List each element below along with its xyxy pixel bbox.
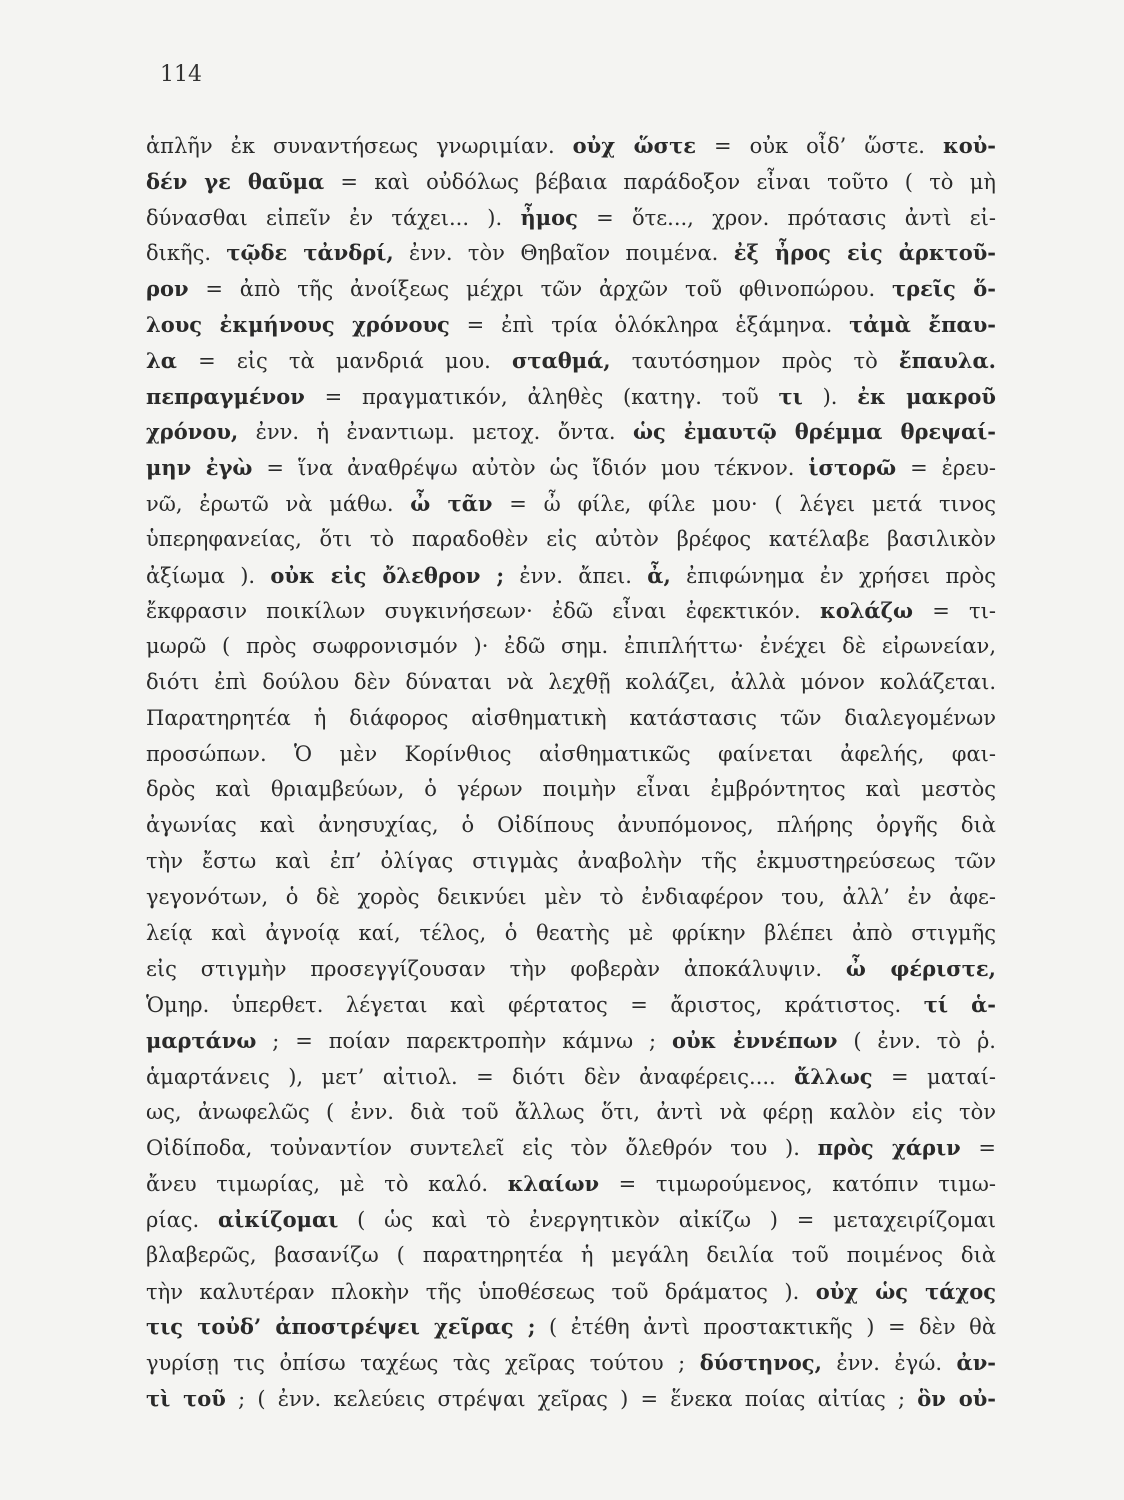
lemma-term: λα	[146, 347, 177, 373]
lemma-term: χρόνου,	[146, 419, 239, 445]
lemma-term: τι	[778, 383, 803, 409]
text-line	[146, 629, 996, 665]
text-line	[146, 307, 996, 343]
text-line	[146, 808, 996, 844]
commentary-text	[146, 128, 996, 1417]
text-line	[146, 1309, 996, 1345]
gloss-text: ; ( ἐνν. κελεύεις στρέψαι χεῖρας ) = ἕνεκα ποίας αἰτίας ;	[225, 1386, 918, 1411]
text-line	[146, 379, 996, 415]
text-line	[146, 916, 996, 952]
lemma-term: ρον	[146, 276, 189, 302]
text-line	[146, 1130, 996, 1166]
gloss-text: ἁπλῆν ἐκ συναντήσεως γνωριμίαν.	[146, 134, 573, 158]
lemma-term: οὐχ ὥστε	[572, 133, 697, 158]
page-number: 114	[160, 62, 202, 87]
lemma-term: ὦ τᾶν	[410, 490, 493, 516]
text-line	[146, 1166, 996, 1202]
text-line	[146, 1345, 996, 1381]
gloss-text: λείᾳ καὶ ἀγνοίᾳ καί, τέλος, ὁ θεατὴς μὲ φρίκην βλέπει ἀπὸ στιγμῆς	[146, 920, 996, 945]
lemma-term: τρεῖς ὅ-	[892, 276, 996, 302]
lemma-term: μαρτάνω	[146, 1027, 257, 1053]
gloss-text: ἀγωνίας καὶ ἀνησυχίας, ὁ Οἰδίπους ἀνυπόμονος, πλήρης ὀργῆς διὰ	[146, 813, 996, 838]
gloss-text: = τιμωρούμενος, κατόπιν τιμω-	[599, 1172, 996, 1197]
text-line	[146, 1023, 996, 1059]
text-line	[146, 593, 996, 629]
lemma-term: ἔπαυλα.	[898, 347, 996, 373]
lemma-term: ὃν οὐ-	[917, 1385, 996, 1411]
gloss-text: ; = ποίαν παρεκτροπὴν κάμνω ;	[256, 1028, 672, 1053]
lemma-term: κλαίων	[507, 1171, 600, 1197]
text-line	[146, 737, 996, 773]
gloss-text: διότι ἐπὶ δούλου δὲν δύναται νὰ λεχθῇ κολάζει, ἀλλὰ μόνον κολάζεται.	[146, 669, 996, 694]
text-line	[146, 1095, 996, 1131]
gloss-text: Παρατηρητέα ἡ διάφορος αἰσθηματικὴ κατάστασις τῶν διαλεγομένων	[146, 705, 996, 730]
lemma-term: ἐκ μακροῦ	[857, 383, 996, 409]
gloss-text: ταυτόσημον πρὸς τὸ	[610, 348, 899, 373]
gloss-text: ως, ἀνωφελῶς ( ἐνν. διὰ τοῦ ἄλλως ὅτι, ἀντὶ νὰ φέρῃ καλὸν εἰς τὸν	[146, 1099, 996, 1124]
lemma-term: τἀμὰ ἔπαυ-	[849, 311, 996, 337]
gloss-text: =	[960, 1136, 996, 1161]
text-line	[146, 271, 996, 307]
gloss-text: = καὶ οὐδόλως βέβαια παράδοξον εἶναι τοῦτο ( τὸ μὴ	[324, 169, 996, 194]
lemma-term: οὐχ ὡς τάχος	[815, 1278, 996, 1304]
gloss-text: ἄνευ τιμωρίας, μὲ τὸ καλό.	[146, 1172, 508, 1197]
lemma-term: πεπραγμένον	[146, 383, 305, 409]
lemma-term: κοὐ-	[942, 133, 996, 158]
gloss-text: = ἵνα ἀναθρέψω αὐτὸν ὡς ἴδιόν μου τέκνον.	[252, 456, 809, 481]
gloss-text: ἐνν. τὸν Θηβαῖον ποιμένα.	[393, 241, 734, 266]
gloss-text: = ὦ φίλε, φίλε μου· ( λέγει μετά τινος	[492, 491, 996, 516]
gloss-text: = ἐρευ-	[896, 456, 996, 481]
lemma-term: δύστηνος,	[699, 1350, 822, 1376]
gloss-text: δύνασθαι εἰπεῖν ἐν τάχει... ).	[146, 205, 521, 230]
gloss-text: ( ἐνν. τὸ ῥ.	[837, 1028, 996, 1053]
lemma-term: ὡς ἐμαυτῷ θρέμμα θρεψαί-	[632, 419, 996, 445]
text-line	[146, 701, 996, 737]
gloss-text: = ματαί-	[872, 1064, 996, 1089]
text-line	[146, 1238, 996, 1274]
lemma-term: ἀν-	[956, 1350, 996, 1376]
text-line	[146, 558, 996, 594]
gloss-text: ἐνν. ἄπει.	[504, 563, 648, 588]
text-line	[146, 1274, 996, 1310]
gloss-text: τὴν καλυτέραν πλοκὴν τῆς ὑποθέσεως τοῦ δράματος ).	[146, 1279, 816, 1304]
lemma-term: μην ἐγὼ	[146, 455, 253, 481]
gloss-text: ἀξίωμα ).	[146, 563, 271, 588]
lemma-term: ὦ φέριστε,	[845, 956, 996, 982]
gloss-text: νῶ, ἐρωτῶ νὰ μάθω.	[146, 491, 411, 516]
text-line	[146, 200, 996, 236]
lemma-term: λους ἐκμήνους χρόνους	[146, 311, 450, 337]
lemma-term: οὐκ εἰς ὄλεθρον ;	[270, 562, 505, 588]
gloss-text: = ἀπὸ τῆς ἀνοίξεως μέχρι τῶν ἀρχῶν τοῦ φθινοπώρου.	[188, 277, 892, 302]
lemma-term: ἄλλως	[794, 1063, 873, 1089]
gloss-text: Οἰδίποδα, τοὐναντίον συντελεῖ εἰς τὸν ὄλεθρόν του ).	[146, 1136, 818, 1161]
gloss-text: = οὐκ οἶδ’ ὥστε.	[696, 134, 943, 158]
lemma-term: τὶ τοῦ	[146, 1385, 226, 1411]
text-line	[146, 987, 996, 1023]
lemma-term: τῷδε τἀνδρί,	[226, 240, 394, 266]
gloss-text: ἐνν. ἐγώ.	[821, 1351, 957, 1376]
gloss-text: τὴν ἔστω καὶ ἐπ’ ὀλίγας στιγμὰς ἀναβολὴν τῆς ἐκμυστηρεύσεως τῶν	[146, 848, 996, 873]
lemma-term: ἱστορῶ	[808, 455, 897, 481]
lemma-term: δέν γε θαῦμα	[146, 168, 325, 194]
text-line	[146, 486, 996, 522]
text-line	[146, 665, 996, 701]
lemma-term: ἆ,	[647, 562, 671, 588]
lemma-term: πρὸς χάριν	[817, 1135, 961, 1161]
gloss-text: δικῆς.	[146, 241, 227, 266]
text-line	[146, 951, 996, 987]
gloss-text: εἰς στιγμὴν προσεγγίζουσαν τὴν φοβερὰν ἀποκάλυψιν.	[146, 957, 846, 982]
gloss-text: γυρίσῃ τις ὀπίσω ταχέως τὰς χεῖρας τούτου ;	[146, 1351, 700, 1376]
lemma-term: σταθμά,	[511, 347, 611, 373]
gloss-text: ἁμαρτάνεις ), μετ’ αἰτιολ. = διότι δὲν ἀναφέρεις....	[146, 1064, 795, 1089]
gloss-text: Ὁμηρ. ὑπερθετ. λέγεται καὶ φέρτατος = ἄριστος, κράτιστος.	[146, 993, 924, 1018]
gloss-text: γεγονότων, ὁ δὲ χορὸς δεικνύει μὲν τὸ ἐνδιαφέρον του, ἀλλ’ ἐν ἀφε-	[146, 884, 996, 909]
gloss-text: ἐνν. ἡ ἐναντιωμ. μετοχ. ὄντα.	[238, 420, 633, 445]
lemma-term: ἦμος	[520, 204, 578, 230]
text-line	[146, 164, 996, 200]
gloss-text: ἐπιφώνημα ἐν χρήσει πρὸς	[670, 563, 996, 588]
lemma-term: ἐξ ἦρος εἰς ἀρκτοῦ-	[733, 240, 996, 266]
lemma-term: κολάζω	[819, 598, 914, 624]
text-line	[146, 235, 996, 271]
gloss-text: βλαβερῶς, βασανίζω ( παρατηρητέα ἡ μεγάλη δειλία τοῦ ποιμένος διὰ	[146, 1242, 996, 1267]
text-line	[146, 522, 996, 558]
gloss-text: = τι-	[913, 599, 996, 624]
text-line	[146, 844, 996, 880]
gloss-text: ἔκφρασιν ποικίλων συγκινήσεων· ἐδῶ εἶναι ἐφεκτικόν.	[146, 599, 820, 624]
gloss-text: ).	[802, 384, 858, 409]
lemma-term: τις τοὐδ’ ἀποστρέψει χεῖρας ;	[146, 1314, 536, 1340]
text-line	[146, 343, 996, 379]
text-line	[146, 128, 996, 164]
gloss-text: μωρῶ ( πρὸς σωφρονισμόν )· ἐδῶ σημ. ἐπιπλήττω· ἐνέχει δὲ εἰρωνείαν,	[146, 634, 996, 659]
gloss-text: = ὅτε..., χρον. πρότασις ἀντὶ εἰ-	[577, 205, 996, 230]
lemma-term: οὐκ ἐννέπων	[671, 1027, 838, 1053]
gloss-text: = ἐπὶ τρία ὁλόκληρα ἑξάμηνα.	[449, 312, 850, 337]
gloss-text: ( ἐτέθη ἀντὶ προστακτικῆς ) = δὲν θὰ	[535, 1315, 996, 1340]
text-line	[146, 1202, 996, 1238]
gloss-text: ρίας.	[146, 1207, 218, 1232]
gloss-text: = πραγματικόν, ἀληθὲς (κατηγ. τοῦ	[304, 384, 779, 409]
gloss-text: ὑπερηφανείας, ὅτι τὸ παραδοθὲν εἰς αὐτὸν βρέφος κατέλαβε βασιλικὸν	[146, 526, 996, 551]
gloss-text: προσώπων. Ὁ μὲν Κορίνθιος αἰσθηματικῶς φαίνεται ἀφελής, φαι-	[146, 741, 996, 766]
gloss-text: ( ὡς καὶ τὸ ἐνεργητικὸν αἰκίζω ) = μεταχειρίζομαι	[338, 1207, 996, 1232]
lemma-term: αἰκίζομαι	[217, 1206, 339, 1232]
lemma-term: τί ἁ-	[923, 992, 996, 1018]
gloss-text: δρὸς καὶ θριαμβεύων, ὁ γέρων ποιμὴν εἶναι ἐμβρόντητος καὶ μεστὸς	[146, 777, 996, 802]
text-line	[146, 1059, 996, 1095]
text-line	[146, 1381, 996, 1417]
text-line	[146, 772, 996, 808]
text-line	[146, 880, 996, 916]
gloss-text: = εἰς τὰ μανδριά μου.	[176, 348, 512, 373]
text-line	[146, 414, 996, 450]
text-line	[146, 450, 996, 486]
